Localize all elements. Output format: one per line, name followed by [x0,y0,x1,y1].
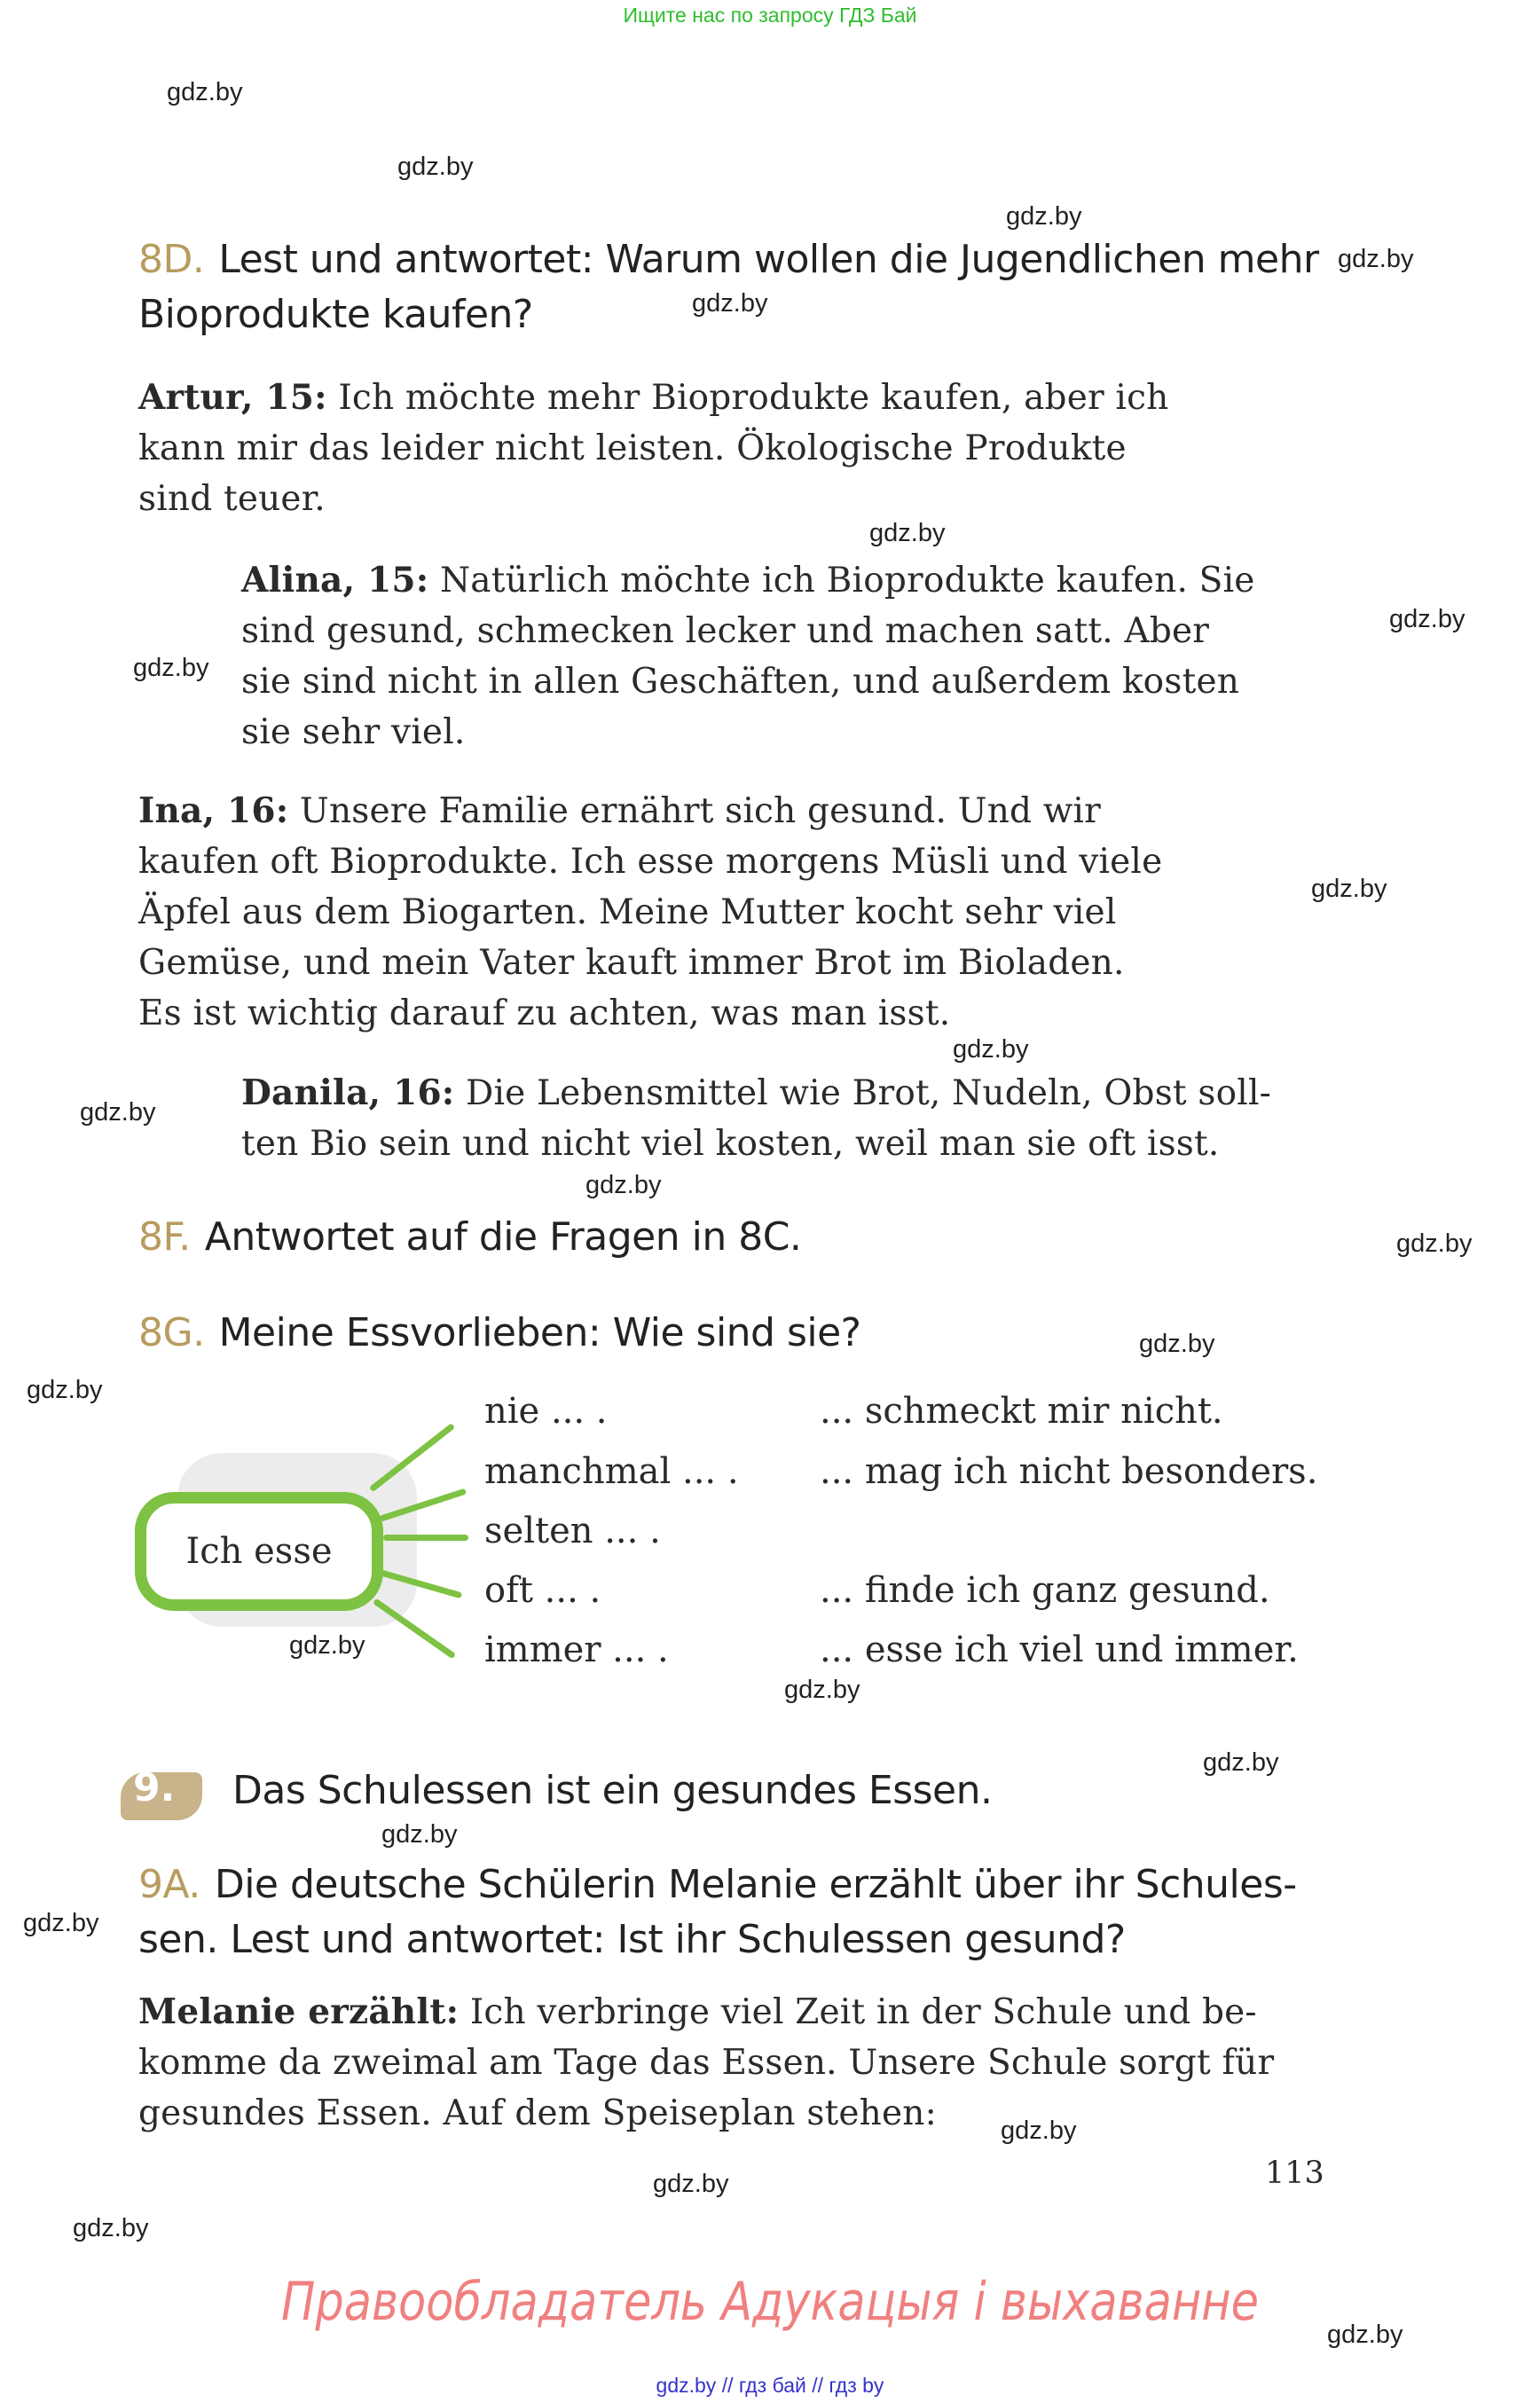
section-title: sen. Lest und antwortet: Ist ihr Schulessen gesund? [138,1917,1126,1962]
text-artur [138,373,1217,524]
text-line: komme da zweimal am Tage das Essen. Unsere Schule sorgt für [138,2043,1275,2083]
section-number: 8G. [138,1310,205,1355]
watermark: gdz.by [133,654,209,682]
text-line: kaufen oft Bioprodukte. Ich esse morgens Müsli und viele [138,842,1163,882]
speaker-name: Melanie erzählt: [138,1991,460,2032]
text-line: kann mir das leider nicht leisten. Ökologische Produkte [138,428,1127,468]
text-line: Es ist wichtig darauf zu achten, was man isst. [138,993,951,1033]
watermark: gdz.by [784,1676,860,1704]
watermark: gdz.by [1006,202,1082,231]
speaker-name: Alina, 15: [241,560,429,601]
diagram-center-bubble [135,1492,383,1611]
section-title: Die deutsche Schülerin Melanie erzählt über ihr Schules- [214,1862,1297,1907]
speaker-name: Danila, 16: [241,1072,455,1113]
section-8g-heading [138,1306,1345,1361]
watermark: gdz.by [653,2170,729,2198]
section-number: 9A. [138,1862,200,1907]
exercise-number: 9. [133,1765,176,1810]
diagram-ending: ... mag ich nicht besonders. [820,1451,1318,1492]
text-line: gesundes Essen. Auf dem Speiseplan stehen: [138,2093,937,2133]
speaker-name: Ina, 16: [138,790,289,831]
exercise-9-title: Das Schulessen ist ein gesundes Essen. [232,1768,993,1813]
text-melanie [138,1987,1324,2139]
section-title: Bioprodukte kaufen? [138,292,533,337]
watermark: gdz.by [1311,875,1387,903]
watermark: gdz.by [692,289,768,318]
text-ina [138,786,1217,1039]
diagram-connector [373,1598,456,1660]
section-8f-heading [138,1210,1345,1265]
text-line: sie sind nicht in allen Geschäften, und außerdem kosten [241,662,1240,702]
watermark: gdz.by [381,1820,458,1849]
text-line: Gemüse, und mein Vater kauft immer Brot im Bioladen. [138,943,1125,983]
section-number: 8D. [138,237,205,282]
watermark: gdz.by [1139,1330,1215,1358]
text-danila [241,1068,1320,1169]
diagram-connector [383,1535,468,1541]
diagram-ending: ... esse ich viel und immer. [820,1629,1299,1670]
watermark: gdz.by [289,1631,365,1660]
watermark: gdz.by [1327,2321,1403,2349]
diagram-frequency: manchmal ... . [484,1451,739,1492]
diagram-frequency: oft ... . [484,1570,601,1611]
text-line: Äpfel aus dem Biogarten. Meine Mutter kocht sehr viel [138,892,1117,932]
diagram-frequency: nie ... . [484,1391,608,1432]
text-line: sind teuer. [138,479,326,519]
text-line: sie sehr viel. [241,712,466,752]
section-9a-heading [138,1857,1345,1967]
copyright-notice: Правообладатель Адукацыя і выхаванне [281,2271,1259,2333]
section-title: Meine Essvorlieben: Wie sind sie? [218,1310,861,1355]
page-number: 113 [1265,2156,1324,2191]
watermark: gdz.by [73,2214,149,2242]
speaker-name: Artur, 15: [138,377,327,418]
watermark: gdz.by [953,1035,1029,1064]
watermark: gdz.by [80,1098,156,1127]
watermark: gdz.by [397,153,474,181]
diagram-frequency: immer ... . [484,1629,669,1670]
watermark: gdz.by [1001,2116,1077,2145]
watermark: gdz.by [1396,1229,1473,1258]
watermark: gdz.by [585,1171,662,1199]
watermark: gdz.by [1389,605,1465,633]
watermark: gdz.by [27,1376,103,1404]
diagram-frequency: selten ... . [484,1511,661,1551]
watermark: gdz.by [1338,245,1414,273]
section-number: 8F. [138,1214,191,1260]
section-title: Lest und antwortet: Warum wollen die Jugendlichen mehr [218,237,1319,282]
text-line: Natürlich möchte ich Bioprodukte kaufen. Sie [439,561,1255,601]
text-line: Ich verbringe viel Zeit in der Schule und be- [469,1992,1257,2032]
section-title: Antwortet auf die Fragen in 8C. [204,1214,802,1260]
text-line: Ich möchte mehr Bioprodukte kaufen, aber ich [338,378,1169,418]
footer-links[interactable]: gdz.by // гдз бай // гдз by [656,2374,884,2397]
diagram-ending: ... finde ich ganz gesund. [820,1570,1270,1611]
watermark: gdz.by [167,78,243,106]
text-line: sind gesund, schmecken lecker und machen satt. Aber [241,611,1210,651]
watermark: gdz.by [1203,1748,1279,1777]
text-line: Die Lebensmittel wie Brot, Nudeln, Obst soll- [465,1073,1272,1113]
watermark: gdz.by [869,519,946,547]
diagram-ending: ... schmeckt mir nicht. [820,1391,1223,1432]
text-line: ten Bio sein und nicht viel kosten, weil man sie oft isst. [241,1124,1220,1164]
diagram-center-label: Ich esse [185,1531,333,1572]
top-banner[interactable]: Ищите нас по запросу ГДЗ Бай [623,4,917,27]
text-alina [241,555,1320,758]
text-line: Unsere Familie ernährt sich gesund. Und wir [299,791,1101,831]
section-8d-heading [138,232,1345,342]
watermark: gdz.by [23,1909,99,1937]
